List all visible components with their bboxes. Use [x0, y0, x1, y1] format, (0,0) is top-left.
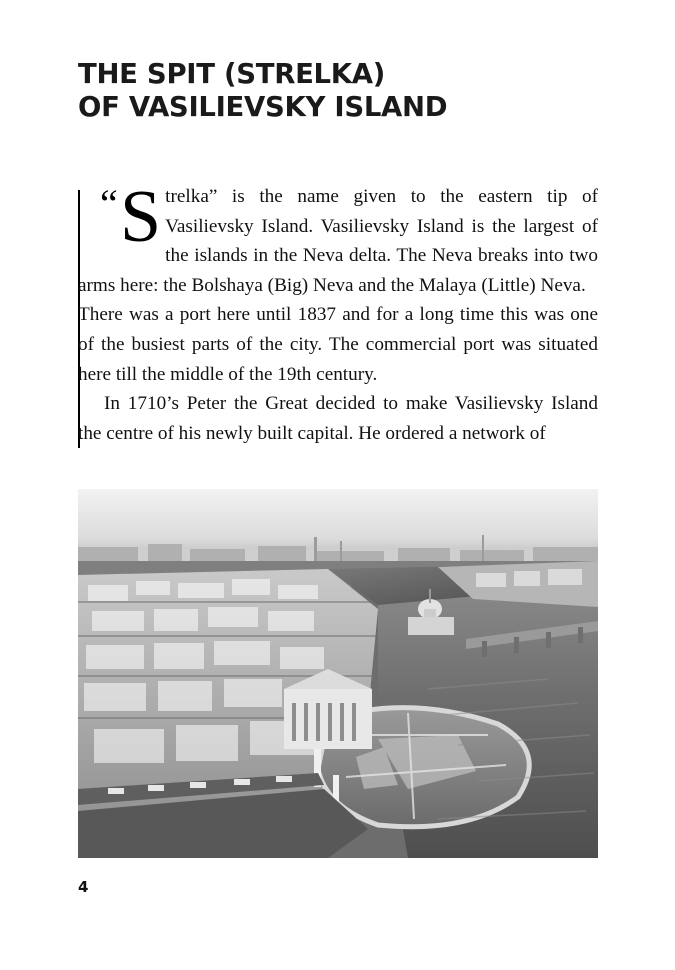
page-title-line-1: THE SPIT (STRELKA)	[78, 58, 386, 90]
page-title-line-2: OF VASILIEVSKY ISLAND	[78, 91, 448, 123]
page-number: 4	[78, 878, 89, 896]
photo-illustration	[78, 489, 598, 858]
drop-cap: S	[120, 176, 162, 258]
aerial-photo-strelka-vasilievsky-island	[78, 489, 598, 858]
paragraph-1-container	[78, 176, 598, 300]
paragraph-1: trelka” is the name given to the eastern tip of Vasilievsky Island. Vasilievsky Island is the largest of the islands in the Neva delta. The Neva breaks into two arms here: the Bolshaya (Big) Neva and the Malaya (Little) Neva.	[78, 186, 598, 296]
body-text	[78, 176, 598, 448]
paragraph-2: There was a port here until 1837 and for a long time this was one of the busiest parts of the city. The commercial port was situated here till the middle of the 19th century.	[78, 304, 598, 385]
open-quote-glyph: “	[100, 181, 118, 226]
page-title	[78, 58, 598, 124]
paragraph-3: In 1710’s Peter the Great decided to make Vasilievsky Island the centre of his newly built capital. He ordered a network of	[78, 393, 598, 444]
